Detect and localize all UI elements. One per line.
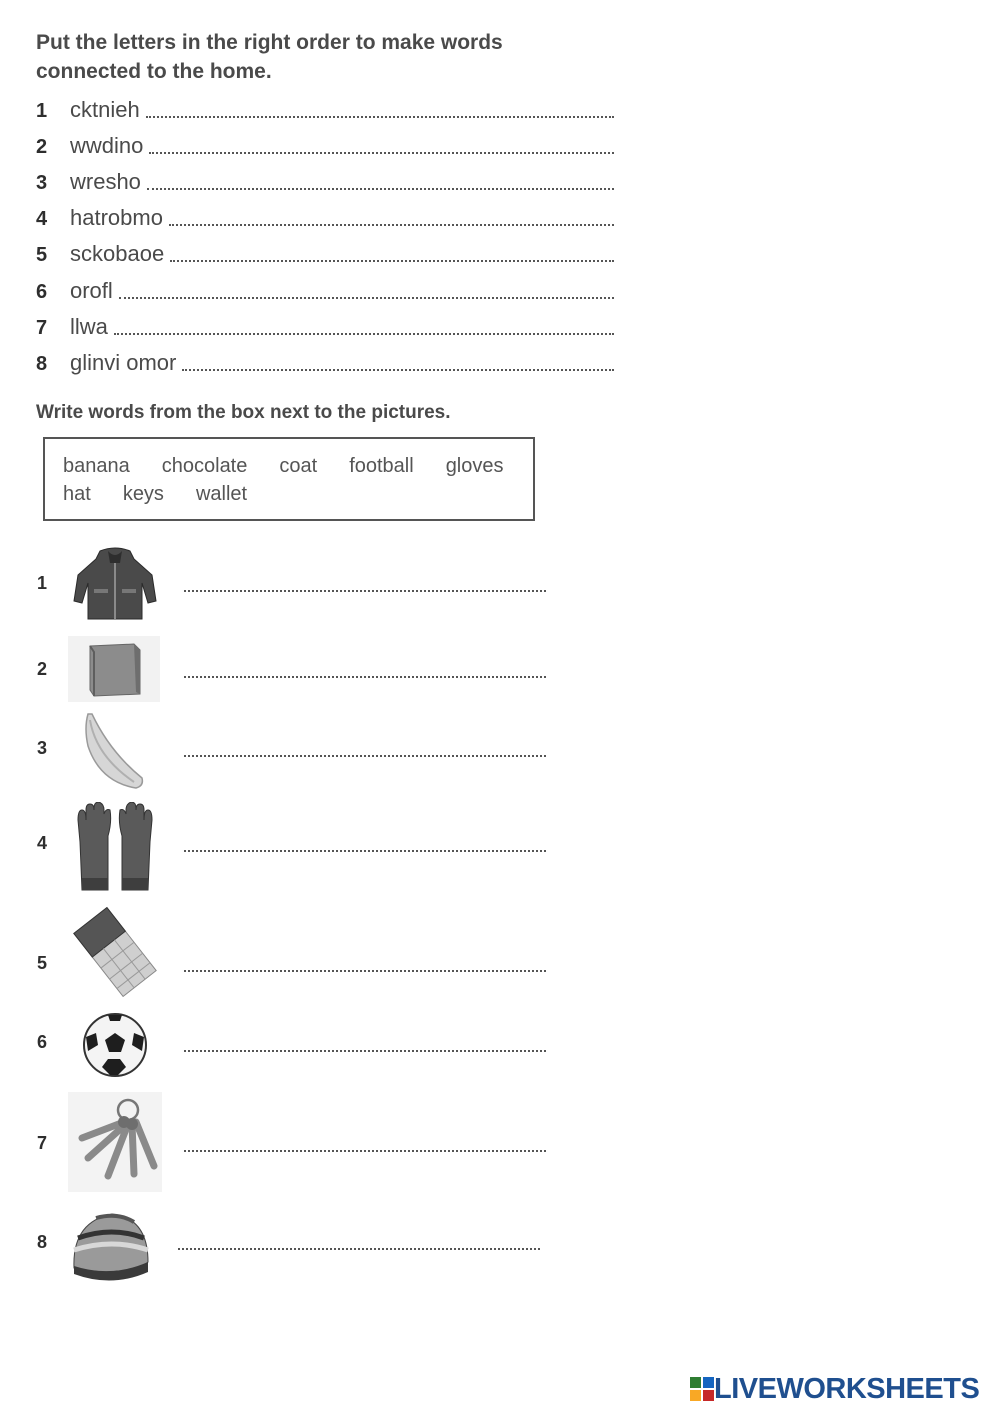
picture-item-number: 6 [37,1032,48,1052]
scramble-item [36,237,614,267]
word-bank-word: banana [63,455,130,477]
picture-item-number: 4 [37,833,48,853]
scramble-item [36,201,614,231]
item-number: 1 [36,100,48,122]
word-bank-row-2 [63,483,279,506]
word-bank-word: keys [122,483,164,505]
item-number: 2 [36,136,48,158]
scramble-item [36,310,614,340]
banana-icon [80,712,150,790]
item-number: 7 [36,317,48,339]
item-number: 8 [36,353,48,375]
answer-line[interactable] [114,333,614,335]
picture-item-number: 7 [37,1133,48,1153]
answer-line[interactable] [119,297,614,299]
picture-answer-line[interactable] [184,676,546,678]
scrambled-word: wresho [70,169,141,194]
scramble-instructions [36,28,596,86]
picture-item-number: 8 [37,1232,48,1252]
football-icon [82,1011,148,1079]
picture-answer-line[interactable] [184,970,546,972]
instruction-line-2: connected to the home. [36,60,272,83]
item-number: 4 [36,208,48,230]
scrambled-word: hatrobmo [70,205,163,230]
scrambled-word: glinvi omor [70,350,177,375]
keys-icon [68,1092,162,1192]
scramble-item [36,129,614,159]
answer-line[interactable] [170,260,614,262]
word-bank-word: hat [63,483,91,505]
picture-item-number: 5 [37,953,48,973]
answer-line[interactable] [146,116,614,118]
picture-answer-line[interactable] [184,850,546,852]
picture-item-number: 3 [37,738,48,758]
word-bank-word: football [349,455,414,477]
scrambled-word: wwdino [70,133,144,158]
scrambled-word: llwa [70,314,108,339]
word-bank-word: chocolate [161,455,248,477]
scrambled-word: cktnieh [70,97,140,122]
logo-blocks-icon [690,1377,714,1401]
scramble-item [36,346,614,376]
picture-answer-line[interactable] [184,755,546,757]
picture-item-number: 2 [37,659,48,679]
answer-line[interactable] [147,188,614,190]
scrambled-word: orofl [70,278,113,303]
word-bank-word: gloves [445,455,504,477]
logo-text: LIVEWORKSHEETS [714,1372,980,1405]
word-bank-box [43,437,535,521]
gloves-icon [74,802,156,894]
instruction-line-1: Put the letters in the right order to make words [36,31,503,54]
liveworksheets-logo [690,1372,979,1406]
word-bank-row-1 [63,455,536,478]
hat-icon [68,1208,152,1284]
scramble-item [36,93,614,123]
coat-icon [70,545,160,621]
wallet-icon [68,636,160,702]
scrambled-word: sckobaoe [70,241,165,266]
item-number: 3 [36,172,48,194]
picture-item-number: 1 [37,573,48,593]
scramble-item [36,274,614,304]
pictures-instruction: Write words from the box next to the pictures. [36,402,451,423]
picture-answer-line[interactable] [184,590,546,592]
item-number: 5 [36,244,48,266]
answer-line[interactable] [182,369,614,371]
word-bank-word: coat [279,455,318,477]
word-bank-word: wallet [195,483,248,505]
scramble-item [36,165,614,195]
picture-answer-line[interactable] [178,1248,540,1250]
chocolate-icon [70,906,160,998]
picture-answer-line[interactable] [184,1150,546,1152]
answer-line[interactable] [169,224,614,226]
item-number: 6 [36,281,48,303]
picture-answer-line[interactable] [184,1050,546,1052]
answer-line[interactable] [149,152,614,154]
